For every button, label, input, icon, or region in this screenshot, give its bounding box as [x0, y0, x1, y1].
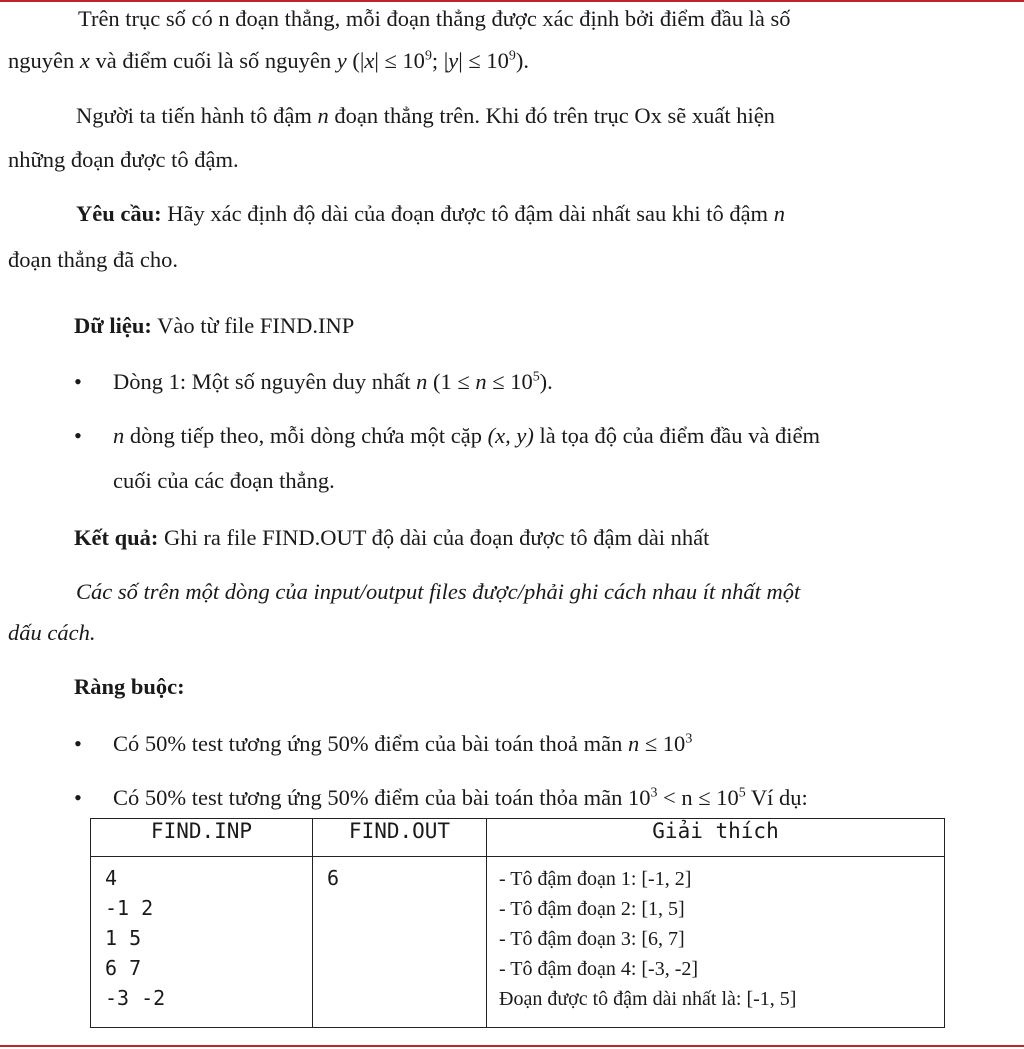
explanation-line: - Tô đậm đoạn 3: [6, 7]: [499, 928, 685, 950]
shading-line-1: Người ta tiến hành tô đậm n đoạn thẳng trên. Khi đó trên trục Ox sẽ xuất hiện: [76, 103, 775, 128]
statement-line-1: Trên trục số có n đoạn thẳng, mỗi đoạn thẳng được xác định bởi điểm đầu là số: [78, 6, 791, 31]
bottom-red-rule: [0, 1045, 1024, 1047]
header-find-out: FIND.OUT: [313, 819, 487, 857]
explanation-line: - Tô đậm đoạn 4: [-3, -2]: [499, 958, 699, 980]
note-line-2: dấu cách.: [8, 620, 96, 645]
bullet-dot: •: [74, 731, 82, 756]
explanation-cell: [487, 857, 945, 1028]
bullet-dot: •: [74, 423, 82, 448]
example-table: [90, 818, 945, 1028]
statement-line-2: nguyên x và điểm cuối là số nguyên y ($|x| \le 10^9$; $|y| \le 10^9$).: [8, 48, 529, 73]
input-cell: [91, 857, 313, 1028]
requirement-line-2: đoạn thẳng đã cho.: [8, 247, 178, 272]
output-cell: [313, 857, 487, 1028]
input-heading: Dữ liệu: Vào từ file FIND.INP: [74, 313, 355, 338]
explanation-line: Đoạn được tô đậm dài nhất là: [-1, 5]: [499, 988, 797, 1010]
header-explanation: Giải thích: [487, 819, 945, 857]
explanation-line: - Tô đậm đoạn 2: [1, 5]: [499, 898, 685, 920]
top-red-rule: [0, 0, 1024, 2]
input-bullet-2-cont: cuối của các đoạn thẳng.: [113, 468, 335, 493]
input-line: 6 7: [105, 956, 142, 980]
output-heading: Kết quả: Ghi ra file FIND.OUT độ dài của đoạn được tô đậm dài nhất: [74, 525, 710, 550]
input-line: -1 2: [105, 896, 154, 920]
bullet-dot: •: [74, 785, 82, 810]
requirement-line-1: Yêu cầu: Hãy xác định độ dài của đoạn được tô đậm dài nhất sau khi tô đậm n: [76, 201, 785, 226]
output-value: 6: [327, 866, 340, 890]
input-line: -3 -2: [105, 986, 166, 1010]
header-find-inp: FIND.INP: [91, 819, 313, 857]
explanation-line: - Tô đậm đoạn 1: [-1, 2]: [499, 868, 692, 890]
input-line: 1 5: [105, 926, 142, 950]
constraints-heading: Ràng buộc:: [74, 674, 185, 699]
table-header-row: [91, 819, 945, 857]
input-line: 4: [105, 866, 118, 890]
table-row: [91, 857, 945, 1028]
shading-line-2: những đoạn được tô đậm.: [8, 147, 239, 172]
note-line-1: Các số trên một dòng của input/output files được/phải ghi cách nhau ít nhất một: [76, 579, 801, 604]
bullet-dot: •: [74, 369, 82, 394]
